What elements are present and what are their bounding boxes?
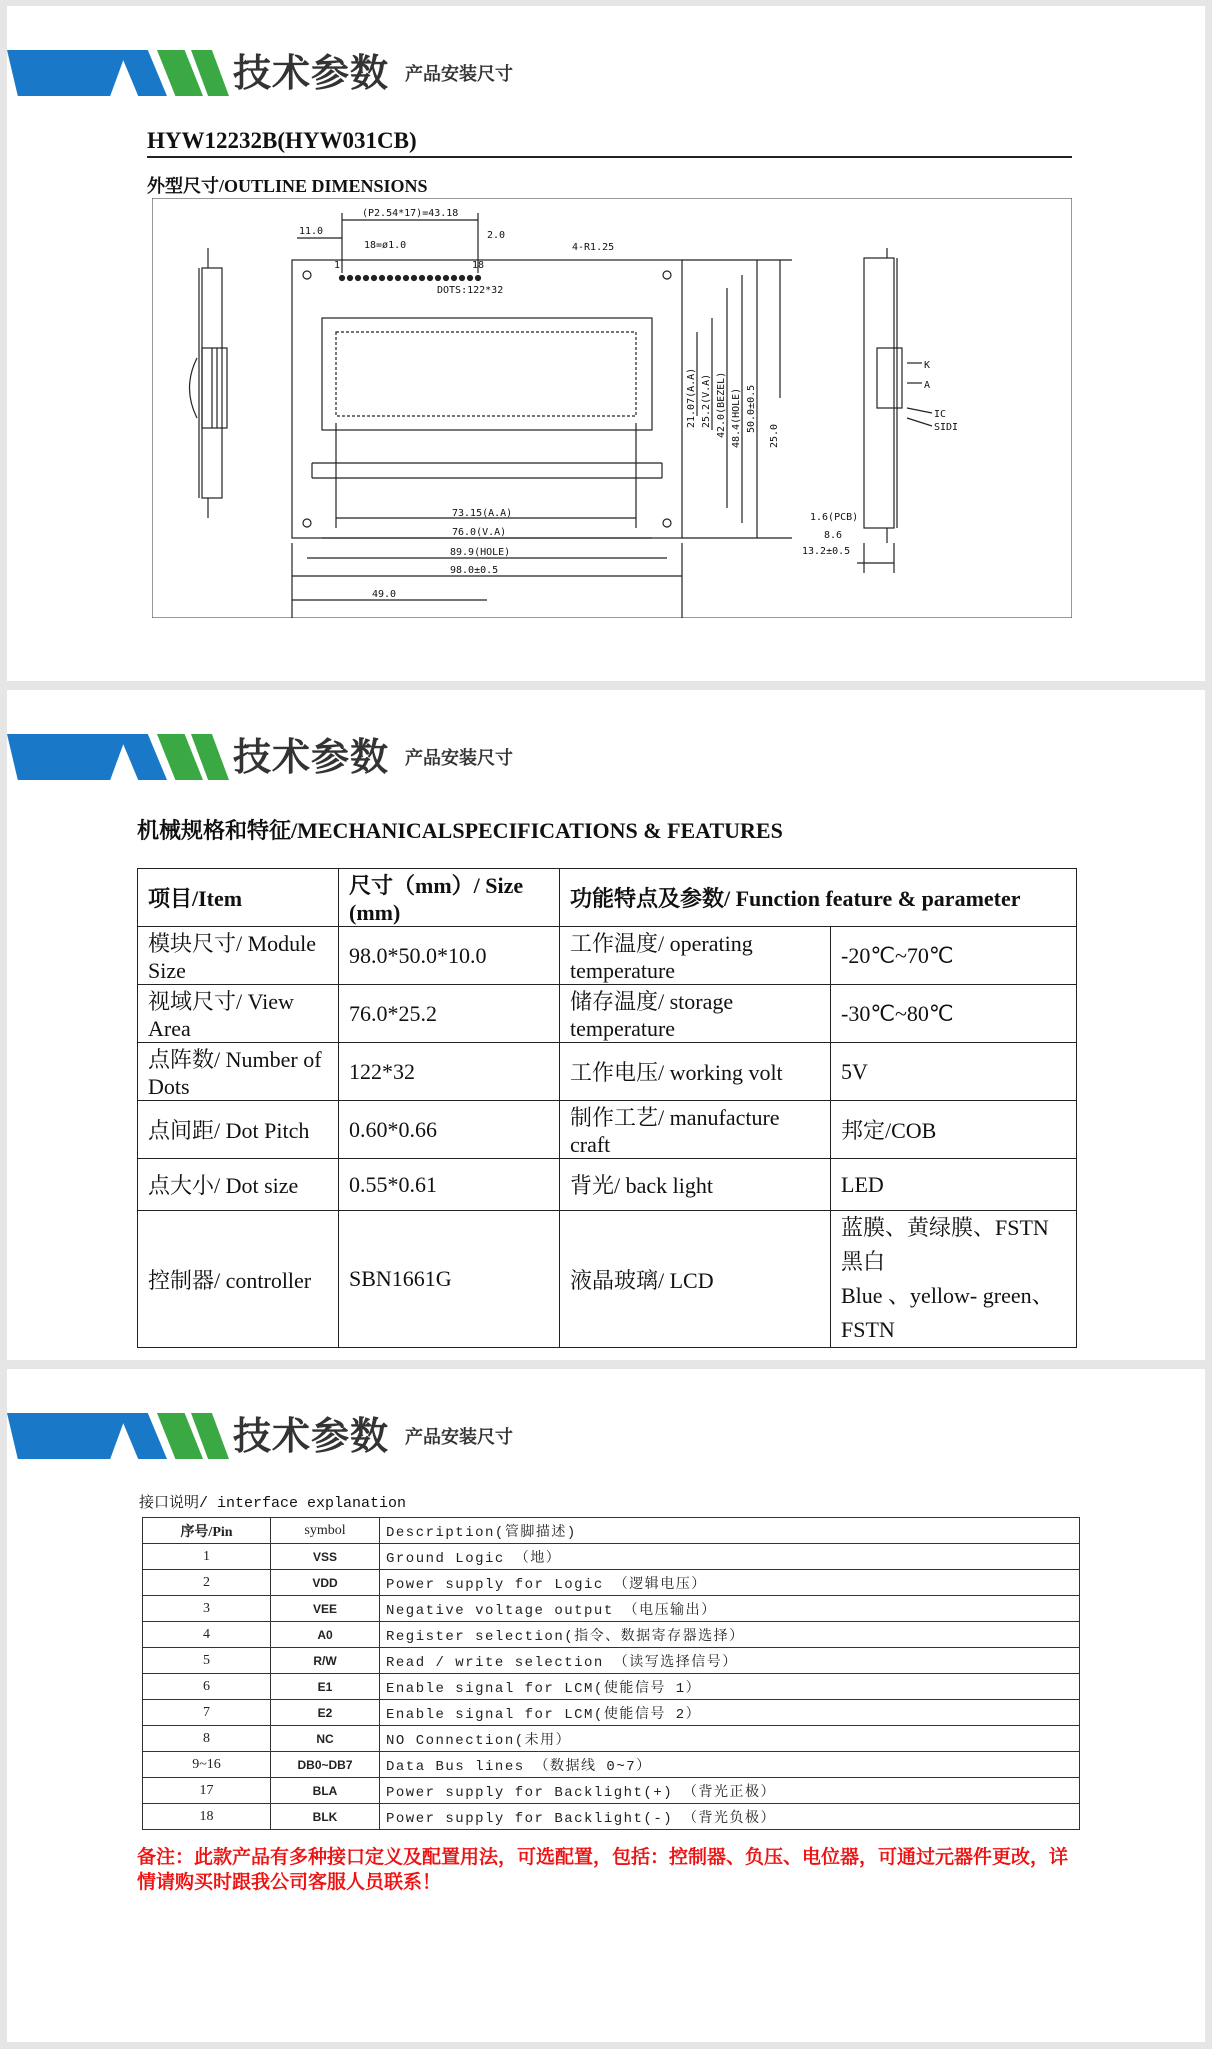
symbol-cell: BLA [271,1778,380,1804]
header-stripe-blue [7,734,127,780]
header-function: 功能特点及参数/ Function feature & parameter [560,869,1077,927]
feature-cell: 背光/ back light [560,1159,831,1211]
table-row [143,1544,1080,1570]
dots-label: DOTS:122*32 [437,285,504,296]
header-symbol: symbol [271,1518,380,1544]
feature-cell: 制作工艺/ manufacture craft [560,1101,831,1159]
dim-hole-width: 89.9(HOLE) [450,547,511,558]
item-cell: 视域尺寸/ View Area [138,985,339,1043]
symbol-cell: A0 [271,1622,380,1648]
size-cell: 98.0*50.0*10.0 [339,927,560,985]
size-cell: 122*32 [339,1043,560,1101]
dim-holes: 18=ø1.0 [364,240,407,251]
pin-cell: 9~16 [143,1752,271,1778]
symbol-cell: VEE [271,1596,380,1622]
header-title: 技术参数 [233,1414,390,1458]
param-cell: 邦定/COB [831,1101,1077,1159]
remark-note: 备注：此款产品有多种接口定义及配置用法，可选配置，包括：控制器、负压、电位器，可通过元器件更改，详情请购买时跟我公司客服人员联系！ [137,1846,1069,1893]
table-row [143,1622,1080,1648]
dim-radius: 4-R1.25 [572,242,615,253]
item-cell: 模块尺寸/ Module Size [138,927,339,985]
header-subtitle: 产品安装尺寸 [405,1427,513,1448]
header-description: Description(管脚描述) [380,1518,1080,1544]
side-label-ic: IC [934,409,947,420]
section-header [7,50,607,102]
pin-cell: 3 [143,1596,271,1622]
table-row [143,1674,1080,1700]
pin-cell: 6 [143,1674,271,1700]
table-row [138,985,1077,1043]
dim-hole-height: 48.4(HOLE) [731,387,742,448]
symbol-cell: R/W [271,1648,380,1674]
dim-49: 49.0 [372,589,397,600]
header-pin: 序号/Pin [143,1518,271,1544]
symbol-cell: E2 [271,1700,380,1726]
table-row [143,1804,1080,1830]
interface-section-title: 接口说明/ interface explanation [139,1495,407,1512]
feature-cell: 液晶玻璃/ LCD [560,1211,831,1348]
header-title: 技术参数 [233,51,390,95]
param-cell: 5V [831,1043,1077,1101]
side-dim-13-2: 13.2±0.5 [802,546,851,557]
outline-section-title: 外型尺寸/OUTLINE DIMENSIONS [147,176,428,196]
symbol-cell: VDD [271,1570,380,1596]
pin-18-label: 18 [472,260,485,271]
side-label-sidi: SIDI [934,422,959,433]
model-title: HYW12232B(HYW031CB) [147,128,417,153]
pin-cell: 4 [143,1622,271,1648]
feature-cell: 储存温度/ storage temperature [560,985,831,1043]
description-cell: Data Bus lines （数据线 0~7） [380,1752,1080,1778]
mechanical-spec-table [137,868,1077,1348]
lcd-types-en: Blue 、yellow- green、FSTN [841,1283,1054,1342]
symbol-cell: E1 [271,1674,380,1700]
dim-total-width: 98.0±0.5 [450,565,499,576]
header-subtitle: 产品安装尺寸 [405,64,513,85]
param-cell: LED [831,1159,1077,1211]
table-row [138,1159,1077,1211]
table-row [143,1752,1080,1778]
feature-cell: 工作电压/ working volt [560,1043,831,1101]
header-item: 项目/Item [138,869,339,927]
section-header [7,1413,607,1465]
mechanical-panel [7,690,1205,1360]
mechanical-section-title: 机械规格和特征/MECHANICALSPECIFICATIONS & FEATURES [137,818,783,843]
description-cell: Register selection(指令、数据寄存器选择） [380,1622,1080,1648]
title-rule [147,156,1072,158]
header-subtitle: 产品安装尺寸 [405,748,513,769]
size-cell: SBN1661G [339,1211,560,1348]
outline-drawing [152,198,1072,618]
section-header [7,734,607,786]
description-cell: Power supply for Backlight(-) （背光负极） [380,1804,1080,1830]
table-row [143,1596,1080,1622]
description-cell: NO Connection(未用） [380,1726,1080,1752]
interface-panel [7,1369,1205,2042]
dim-11: 11.0 [299,226,324,237]
pin-cell: 17 [143,1778,271,1804]
feature-cell: 工作温度/ operating temperature [560,927,831,985]
description-cell: Read / write selection （读写选择信号） [380,1648,1080,1674]
description-cell: Ground Logic （地） [380,1544,1080,1570]
dim-25: 25.0 [769,423,780,448]
table-header-row [138,869,1077,927]
item-cell: 点大小/ Dot size [138,1159,339,1211]
table-row [138,927,1077,985]
pin-1-label: 1 [334,260,341,271]
header-size: 尺寸（mm）/ Size (mm) [339,869,560,927]
outline-panel [7,6,1205,681]
item-cell: 点阵数/ Number of Dots [138,1043,339,1101]
table-row [143,1570,1080,1596]
symbol-cell: NC [271,1726,380,1752]
side-dim-8-6: 8.6 [824,530,843,541]
table-row [138,1101,1077,1159]
right-side-view [857,248,932,573]
dim-aa-width: 73.15(A.A) [452,508,513,519]
side-label-a: A [924,380,931,391]
size-cell: 76.0*25.2 [339,985,560,1043]
description-cell: Negative voltage output （电压输出） [380,1596,1080,1622]
dim-2: 2.0 [487,230,506,241]
lcd-types-cn: 蓝膜、黄绿膜、FSTN 黑白 [841,1215,1049,1274]
description-cell: Power supply for Backlight(+) （背光正极） [380,1778,1080,1804]
dim-total-height: 50.0±0.5 [746,384,757,433]
param-cell: -20℃~70℃ [831,927,1077,985]
side-dim-pcb: 1.6(PCB) [810,512,859,523]
description-cell: Enable signal for LCM(使能信号 2） [380,1700,1080,1726]
header-stripe-blue [7,50,127,96]
item-cell: 控制器/ controller [138,1211,339,1348]
table-row [138,1211,1077,1348]
dim-bezel: 42.0(BEZEL) [716,371,727,438]
table-row [143,1726,1080,1752]
pin-cell: 7 [143,1700,271,1726]
dim-pitch: (P2.54*17)=43.18 [362,208,459,219]
symbol-cell: VSS [271,1544,380,1570]
table-row [138,1043,1077,1101]
size-cell: 0.55*0.61 [339,1159,560,1211]
pin-cell: 1 [143,1544,271,1570]
pin-cell: 8 [143,1726,271,1752]
interface-table [142,1517,1080,1830]
symbol-cell: BLK [271,1804,380,1830]
dim-aa-height: 21.07(A.A) [686,367,697,428]
item-cell: 点间距/ Dot Pitch [138,1101,339,1159]
header-stripe-blue [7,1413,127,1459]
size-cell: 0.60*0.66 [339,1101,560,1159]
description-cell: Power supply for Logic （逻辑电压） [380,1570,1080,1596]
left-side-view [190,248,228,518]
pin-cell: 2 [143,1570,271,1596]
header-title: 技术参数 [233,735,390,779]
table-row [143,1778,1080,1804]
param-cell [831,1211,1077,1348]
param-cell: -30℃~80℃ [831,985,1077,1043]
description-cell: Enable signal for LCM(使能信号 1） [380,1674,1080,1700]
table-row [143,1648,1080,1674]
table-header-row [143,1518,1080,1544]
symbol-cell: DB0~DB7 [271,1752,380,1778]
dim-va-width: 76.0(V.A) [452,527,507,538]
table-row [143,1700,1080,1726]
side-label-k: K [924,360,931,371]
pin-cell: 5 [143,1648,271,1674]
dim-va-height: 25.2(V.A) [701,373,712,428]
pin-row [340,276,481,281]
pin-cell: 18 [143,1804,271,1830]
